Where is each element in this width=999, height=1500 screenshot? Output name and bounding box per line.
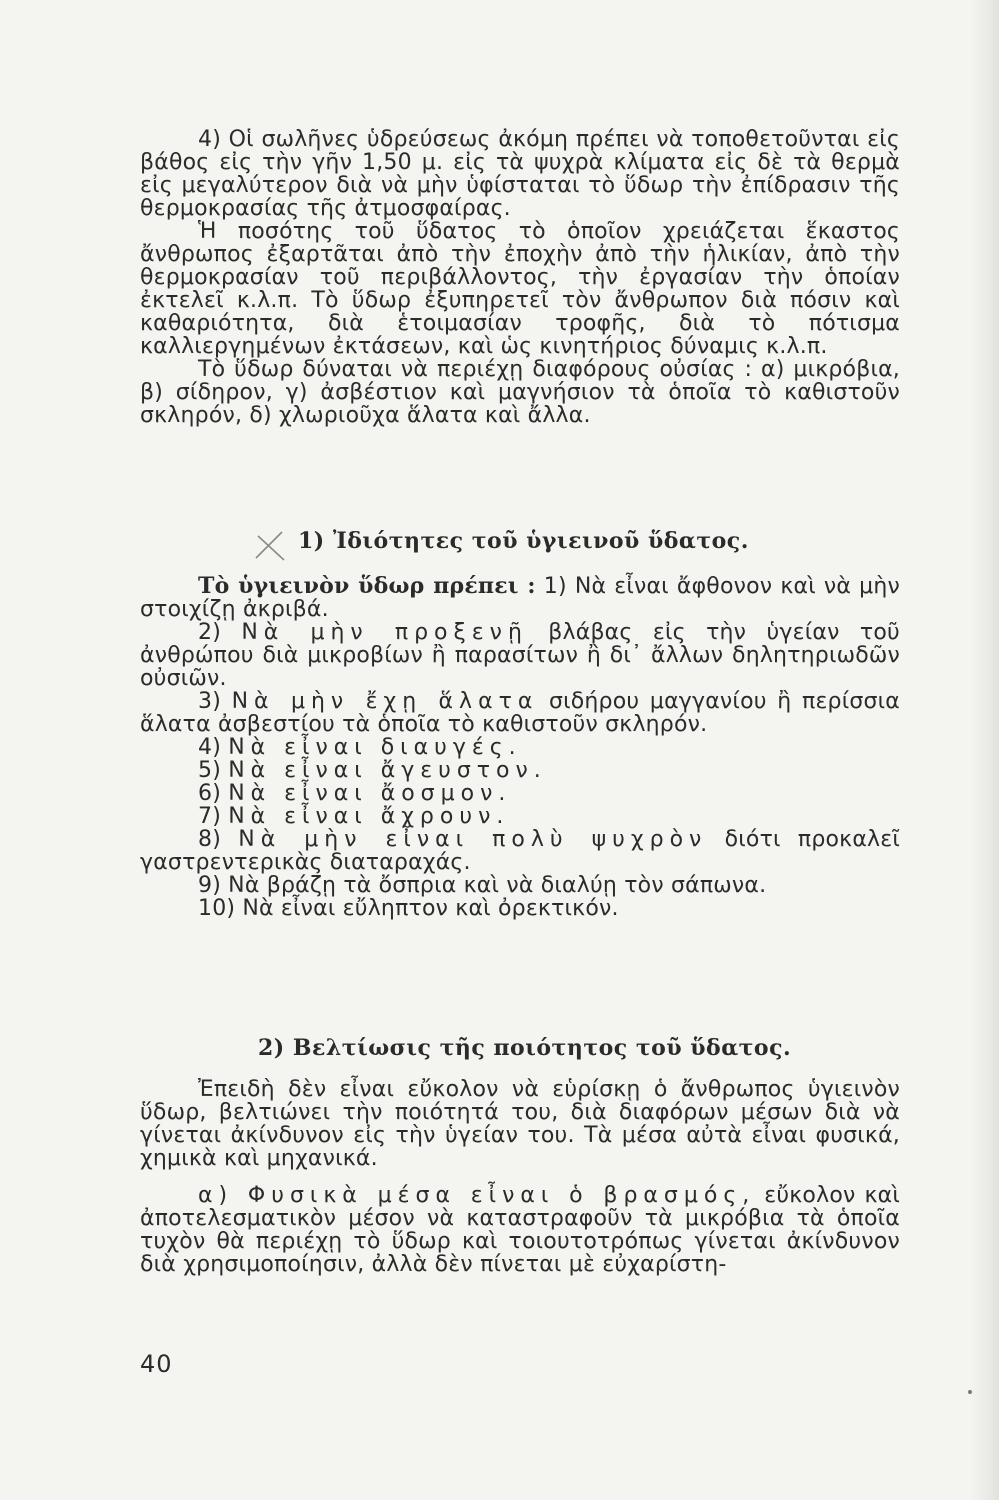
item-4-spaced: Νὰ εἶναι διαυγές. [228,735,522,760]
item-8 [140,828,900,874]
item-2-text: βλάβας εἰς τὴν ὑγείαν τοῦ ἀνθρώπου διὰ μικροβίων ἢ παρασίτων ἢ δι᾽ ἄλλων δηλητηριωδῶν οὐσιῶν. [140,620,900,691]
section-heading-1: 1) Ἰδιότητες τοῦ ὑγιεινοῦ ὕδατος. [298,528,749,554]
paragraph-pipes: 4) Οἱ σωλῆνες ὑδρεύσεως ἀκόμη πρέπει νὰ τοποθετοῦνται εἰς βάθος εἰς τὴν γῆν 1,50 μ. εἰς τὰ ψυχρὰ κλίματα εἰς δὲ τὰ θερμὰ εἰς μεγαλύτερον διὰ νὰ μὴν ὑφίσταται τὸ ὕδωρ τὴν ἐπίδρασιν τῆς θερμοκρασίας τῆς ἀτμοσφαίρας. [140,127,900,221]
item-10: 10) Νὰ εἶναι εὔληπτον καὶ ὀρεκτικόν. [198,896,619,921]
run-in-heading: Τὸ ὑγιεινὸν ὕδωρ πρέπει : [198,573,536,599]
item-7 [140,805,900,828]
item-3-number: 3) [198,689,221,714]
heading-properties [298,530,898,553]
paragraph-substances: Τὸ ὕδωρ δύναται νὰ περιέχῃ διαφόρους οὐσίας : α) μικρόβια, β) σίδηρον, γ) ἀσβέστιον καὶ μαγνήσιον τὰ ὁποῖα τὸ καθιστοῦν σκληρόν, δ) χλωριοῦχα ἅλατα καὶ ἄλλα. [140,357,900,428]
item-5-number: 5) [198,758,221,783]
item-2-spaced: Νὰ μὴν προξενῇ [241,620,528,645]
section-heading-2: 2) Βελτίωσις τῆς ποιότητος τοῦ ὕδατος. [258,1035,792,1061]
section-intro [140,128,900,427]
item-3-text: σιδήρου μαγγανίου ἢ περίσσια ἅλατα ἀσβεστίου τὰ ὁποῖα τὸ καθιστοῦν σκληρόν. [140,689,900,737]
speck [968,1390,972,1394]
item-5 [140,759,900,782]
item-3 [140,690,900,736]
paragraph-boiling [140,1184,900,1276]
item-8-spaced: Νὰ μὴν εἶναι πολὺ ψυχρὸν [238,827,708,852]
item-6-spaced: Νὰ εἶναι ἄοσμον. [228,781,512,806]
item-4-number: 4) [198,735,221,760]
item-2 [140,621,900,690]
page-fold-shadow [969,0,999,1500]
boiling-text: εὔκολον καὶ ἀποτελεσματικὸν μέσον νὰ καταστραφοῦν τὰ μικρόβια τὰ ὁποῖα τυχὸν θὰ περιέχῃ τὸ ὕδωρ καὶ τοιουτοτρόπως γίνεται ἀκίνδυνον διὰ χρησιμοποίησιν, ἀλλὰ δὲν πίνεται μὲ εὐχαρίστη- [140,1183,900,1277]
list-intro [140,575,900,621]
item-8-number: 8) [198,827,221,852]
page-number: 40 [140,1350,173,1378]
item-7-number: 7) [198,804,221,829]
item-6 [140,782,900,805]
item-3-spaced: Νὰ μὴν ἔχῃ ἅλατα [231,689,539,714]
boiling-spaced: α) Φυσικὰ μέσα εἶναι ὁ βρασμός, [198,1183,756,1208]
item-2-number: 2) [198,620,221,645]
paragraph-improvement: Ἐπειδὴ δὲν εἶναι εὔκολον νὰ εὑρίσκῃ ὁ ἄνθρωπος ὑγιεινὸν ὕδωρ, βελτιώνει τὴν ποιότητά του, διὰ διαφόρων μέσων διὰ νὰ γίνεται ἀκίνδυνον εἰς τὴν ὑγείαν του. Τὰ μέσα αὐτὰ εἶναι φυσικά, χημικὰ καὶ μηχανικά. [140,1077,900,1171]
item-7-spaced: Νὰ εἶναι ἄχρουν. [228,804,510,829]
item-9: 9) Νὰ βράζῃ τὰ ὄσπρια καὶ νὰ διαλύῃ τὸν σάπωνα. [198,873,767,898]
item-1-text: 1) Νὰ εἶναι ἄφθονον καὶ νὰ μὴν στοιχίζῃ ἀκριβά. [140,574,900,622]
item-4 [140,736,900,759]
item-8-text: διότι προκαλεῖ γαστρεντερικὰς διαταραχάς. [140,827,901,875]
section-improvement [140,1078,900,1276]
section-properties [140,575,900,920]
heading-improvement [258,1037,898,1060]
item-5-spaced: Νὰ εἶναι ἄγευστον. [228,758,547,783]
handwritten-cross-mark [252,528,288,564]
paragraph-water-quantity: Ἡ ποσότης τοῦ ὕδατος τὸ ὁποῖον χρειάζεται ἕκαστος ἄνθρωπος ἐξαρτᾶται ἀπὸ τὴν ἐποχὴν ἀπὸ τὴν ἡλικίαν, ἀπὸ τὴν θερμοκρασίαν τοῦ περιβάλλοντος, τὴν ἐργασίαν τὴν ὁποίαν ἐκτελεῖ κ.λ.π. Τὸ ὕδωρ ἐξυπηρετεῖ τὸν ἄνθρωπον διὰ πόσιν καὶ καθαριότητα, διὰ ἑτοιμασίαν τροφῆς, διὰ τὸ πότισμα καλλιεργημένων ἐκτάσεων, καὶ ὡς κινητήριος δύναμις κ.λ.π. [140,219,900,359]
item-6-number: 6) [198,781,221,806]
